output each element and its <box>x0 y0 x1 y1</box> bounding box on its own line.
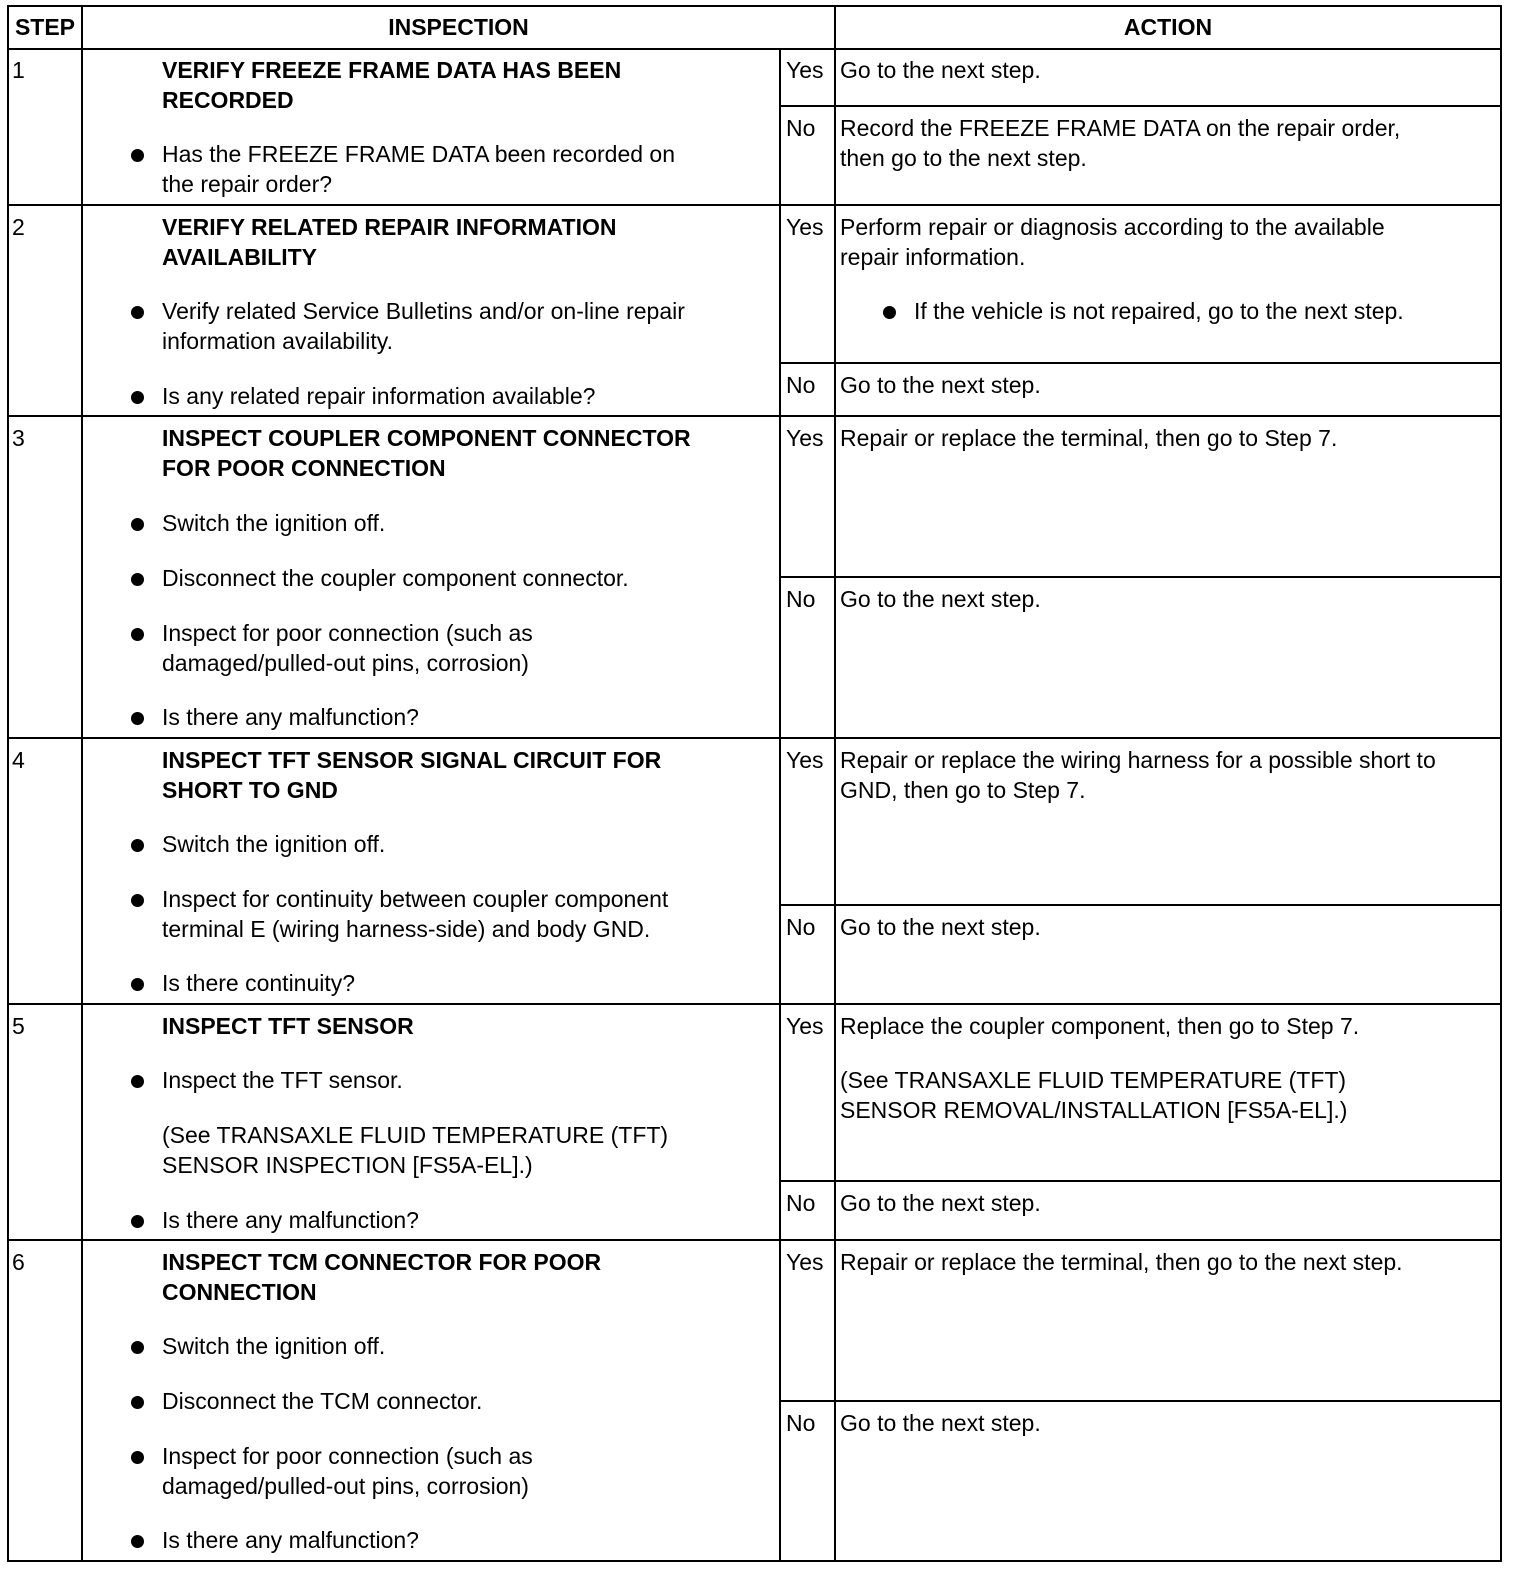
bullet-icon <box>131 1341 144 1354</box>
no-label: No <box>786 1410 816 1436</box>
step-number: 5 <box>12 1013 25 1039</box>
inspection-item: Switch the ignition off. <box>162 1333 386 1359</box>
bullet-icon <box>131 149 144 162</box>
step-title: SHORT TO GND <box>162 777 338 803</box>
yes-action: Repair or replace the terminal, then go to Step 7. <box>840 425 1338 451</box>
step-number: 4 <box>12 747 25 773</box>
step-number: 3 <box>12 425 25 451</box>
bullet-icon <box>131 306 144 319</box>
yes-action: Repair or replace the wiring harness for a possible short to <box>840 747 1436 773</box>
row-divider <box>7 204 1502 206</box>
yes-label: Yes <box>786 1249 824 1275</box>
bullet-icon <box>131 978 144 991</box>
bullet-icon <box>131 1451 144 1464</box>
inspection-item: Is there any malfunction? <box>162 704 419 730</box>
yes-no-divider <box>779 362 1502 364</box>
no-action: then go to the next step. <box>840 145 1087 171</box>
step-title: VERIFY FREEZE FRAME DATA HAS BEEN <box>162 57 622 83</box>
inspection-item: terminal E (wiring harness-side) and body GND. <box>162 916 651 942</box>
step-column-divider <box>81 5 83 1562</box>
table-border-bottom <box>7 1560 1502 1562</box>
bullet-icon <box>131 894 144 907</box>
yes-no-divider <box>779 105 1502 107</box>
step-number: 2 <box>12 214 25 240</box>
inspection-item: Inspect for poor connection (such as <box>162 620 533 646</box>
table-border-left <box>7 5 9 1562</box>
header-divider <box>7 48 1502 50</box>
bullet-icon <box>131 1396 144 1409</box>
reference-note: (See TRANSAXLE FLUID TEMPERATURE (TFT) <box>840 1067 1347 1093</box>
no-label: No <box>786 372 816 398</box>
no-action: Go to the next step. <box>840 914 1041 940</box>
table-border-right <box>1500 5 1502 1562</box>
no-action: Go to the next step. <box>840 1410 1041 1436</box>
step-title: INSPECT TFT SENSOR SIGNAL CIRCUIT FOR <box>162 747 662 773</box>
bullet-icon <box>131 1535 144 1548</box>
bullet-icon <box>131 839 144 852</box>
yes-label: Yes <box>786 1013 824 1039</box>
yes-no-divider <box>779 1400 1502 1402</box>
no-action: Go to the next step. <box>840 586 1041 612</box>
no-label: No <box>786 1190 816 1216</box>
bullet-icon <box>131 518 144 531</box>
step-title: INSPECT TFT SENSOR <box>162 1013 414 1039</box>
table-border-top <box>7 5 1502 7</box>
inspection-item: the repair order? <box>162 171 333 197</box>
step-title: AVAILABILITY <box>162 244 318 270</box>
yes-action-item: If the vehicle is not repaired, go to the next step. <box>914 298 1404 324</box>
bullet-icon <box>131 712 144 725</box>
inspection-item: Inspect for continuity between coupler component <box>162 886 669 912</box>
inspection-item: Is there any malfunction? <box>162 1527 419 1553</box>
bullet-icon <box>131 573 144 586</box>
step-title: INSPECT TCM CONNECTOR FOR POOR <box>162 1249 602 1275</box>
inspection-item: Verify related Service Bulletins and/or on-line repair <box>162 298 685 324</box>
yes-no-divider <box>779 1180 1502 1182</box>
inspection-item: Is any related repair information available? <box>162 383 596 409</box>
row-divider <box>7 737 1502 739</box>
inspection-item: Disconnect the coupler component connector. <box>162 565 629 591</box>
row-divider <box>7 1239 1502 1241</box>
inspection-item: damaged/pulled-out pins, corrosion) <box>162 1473 529 1499</box>
step-title: FOR POOR CONNECTION <box>162 455 446 481</box>
bullet-icon <box>883 306 896 319</box>
yes-label: Yes <box>786 747 824 773</box>
inspection-item: Has the FREEZE FRAME DATA been recorded on <box>162 141 676 167</box>
yes-no-divider <box>779 904 1502 906</box>
action-column-divider <box>834 5 836 1562</box>
no-label: No <box>786 914 816 940</box>
inspection-item: Is there continuity? <box>162 970 356 996</box>
no-label: No <box>786 586 816 612</box>
inspection-item: Switch the ignition off. <box>162 831 386 857</box>
bullet-icon <box>131 628 144 641</box>
inspection-item: information availability. <box>162 328 393 354</box>
yes-action: Repair or replace the terminal, then go to the next step. <box>840 1249 1403 1275</box>
inspection-item: damaged/pulled-out pins, corrosion) <box>162 650 529 676</box>
bullet-icon <box>131 1215 144 1228</box>
yes-label: Yes <box>786 214 824 240</box>
header-step: STEP <box>14 14 76 40</box>
step-number: 6 <box>12 1249 25 1275</box>
inspection-item: Inspect the TFT sensor. <box>162 1067 403 1093</box>
inspection-item: Switch the ignition off. <box>162 510 386 536</box>
yes-action: Replace the coupler component, then go to Step 7. <box>840 1013 1360 1039</box>
header-inspection: INSPECTION <box>388 14 529 40</box>
row-divider <box>7 1003 1502 1005</box>
no-action: Go to the next step. <box>840 1190 1041 1216</box>
header-action: ACTION <box>1123 14 1213 40</box>
bullet-icon <box>131 391 144 404</box>
step-title: VERIFY RELATED REPAIR INFORMATION <box>162 214 617 240</box>
row-divider <box>7 415 1502 417</box>
step-number: 1 <box>12 57 25 83</box>
yes-action: Perform repair or diagnosis according to the available <box>840 214 1385 240</box>
yes-action: GND, then go to Step 7. <box>840 777 1086 803</box>
yes-no-divider <box>779 576 1502 578</box>
no-action: Go to the next step. <box>840 372 1041 398</box>
yes-action: Go to the next step. <box>840 57 1041 83</box>
inspection-item: Inspect for poor connection (such as <box>162 1443 533 1469</box>
reference-note: SENSOR REMOVAL/INSTALLATION [FS5A-EL].) <box>840 1097 1348 1123</box>
inspection-item: Is there any malfunction? <box>162 1207 419 1233</box>
step-title: CONNECTION <box>162 1279 317 1305</box>
no-action: Record the FREEZE FRAME DATA on the repair order, <box>840 115 1401 141</box>
answer-column-divider <box>779 48 781 1562</box>
yes-label: Yes <box>786 57 824 83</box>
step-title: RECORDED <box>162 87 294 113</box>
inspection-item: Disconnect the TCM connector. <box>162 1388 483 1414</box>
step-title: INSPECT COUPLER COMPONENT CONNECTOR <box>162 425 691 451</box>
reference-note: (See TRANSAXLE FLUID TEMPERATURE (TFT) <box>162 1122 669 1148</box>
yes-action: repair information. <box>840 244 1026 270</box>
no-label: No <box>786 115 816 141</box>
bullet-icon <box>131 1075 144 1088</box>
yes-label: Yes <box>786 425 824 451</box>
reference-note: SENSOR INSPECTION [FS5A-EL].) <box>162 1152 533 1178</box>
